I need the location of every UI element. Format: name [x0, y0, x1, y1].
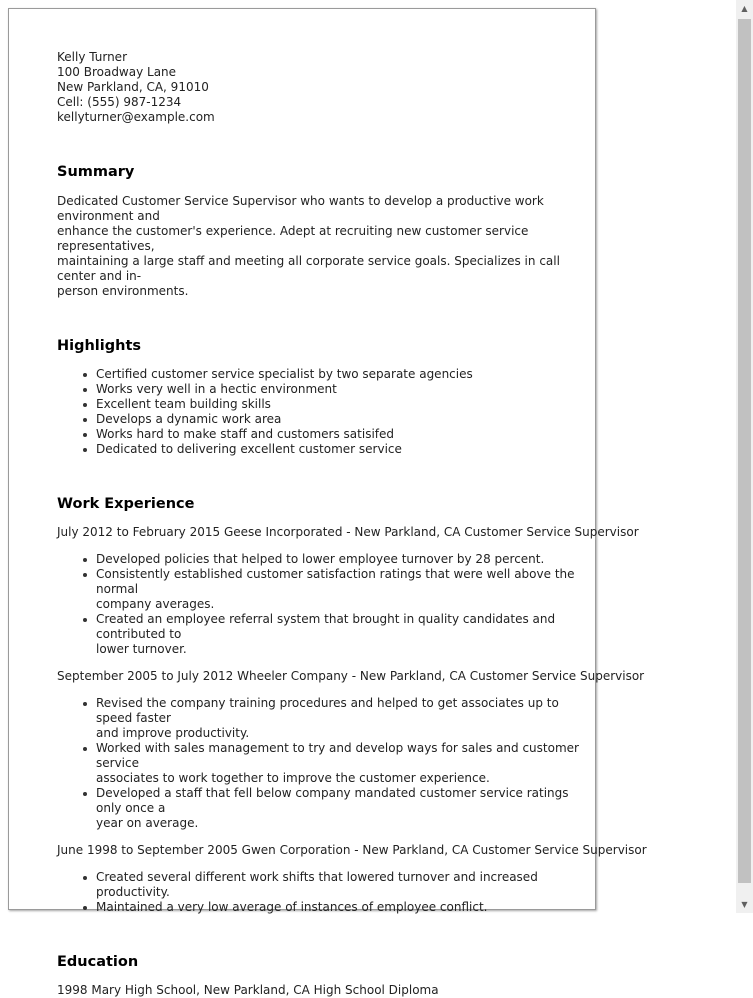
job-bullet-line: Created an employee referral system that brought in quality candidates and contributed to	[96, 612, 556, 641]
job-bullet-line: Worked with sales management to try and develop ways for sales and customer service	[96, 741, 579, 770]
contact-block	[57, 50, 597, 125]
job-header: September 2005 to July 2012 Wheeler Company - New Parkland, CA Customer Service Supervisor	[57, 669, 645, 683]
education-heading: Education	[57, 954, 139, 970]
job-bullets	[57, 870, 597, 915]
summary-line: person environments.	[57, 284, 189, 298]
job-bullet	[96, 786, 597, 831]
highlight-item: Certified customer service specialist by two separate agencies	[96, 367, 597, 382]
job-bullet-line: and improve productivity.	[96, 726, 250, 740]
job-bullet	[96, 696, 597, 741]
summary-line: enhance the customer's experience. Adept at recruiting new customer service representatives,	[57, 224, 529, 253]
job-bullets	[57, 696, 597, 831]
summary-line: maintaining a large staff and meeting all corporate service goals. Specializes in call center and in-	[57, 254, 560, 283]
education-entry: 1998 Mary High School, New Parkland, CA High School Diploma	[57, 983, 439, 997]
job-bullet	[96, 612, 597, 657]
highlight-item: Dedicated to delivering excellent customer service	[96, 442, 597, 457]
work-experience-heading: Work Experience	[57, 496, 195, 512]
job-header: July 2012 to February 2015 Geese Incorporated - New Parkland, CA Customer Service Supervisor	[57, 525, 639, 539]
highlights-heading: Highlights	[57, 338, 142, 354]
scroll-up-icon[interactable]: ▲	[741, 4, 748, 13]
job-bullet	[96, 552, 597, 567]
job-bullet-line: company averages.	[96, 597, 215, 611]
highlight-item: Develops a dynamic work area	[96, 412, 597, 427]
contact-city: New Parkland, CA, 91010	[57, 80, 209, 94]
highlight-item: Works hard to make staff and customers satisifed	[96, 427, 597, 442]
summary-heading: Summary	[57, 164, 135, 180]
job-bullet-line: lower turnover.	[96, 642, 187, 656]
job-bullets	[57, 552, 597, 657]
contact-phone: Cell: (555) 987-1234	[57, 95, 182, 109]
summary-line: Dedicated Customer Service Supervisor who wants to develop a productive work environment and	[57, 194, 544, 223]
contact-street: 100 Broadway Lane	[57, 65, 177, 79]
job-bullet	[96, 567, 597, 612]
vertical-scrollbar[interactable]	[736, 0, 753, 913]
scrollbar-thumb[interactable]	[738, 19, 751, 883]
job-bullet	[96, 870, 597, 900]
highlight-item: Works very well in a hectic environment	[96, 382, 597, 397]
resume-content	[57, 50, 647, 998]
job-bullet	[96, 741, 597, 786]
highlight-item: Excellent team building skills	[96, 397, 597, 412]
scroll-down-icon[interactable]: ▼	[741, 900, 748, 909]
job-bullet-line: Maintained a very low average of instances of employee conflict.	[96, 900, 488, 914]
job-bullet-line: Created several different work shifts that lowered turnover and increased productivity.	[96, 870, 538, 899]
resume-page	[8, 8, 647, 997]
job-bullet-line: associates to work together to improve the customer experience.	[96, 771, 490, 785]
highlights-list	[57, 367, 597, 457]
job-bullet-line: Developed policies that helped to lower employee turnover by 28 percent.	[96, 552, 545, 566]
job-bullet-line: Revised the company training procedures and helped to get associates up to speed faster	[96, 696, 559, 725]
summary-text	[57, 194, 597, 299]
contact-name: Kelly Turner	[57, 50, 127, 64]
job-bullet-line: Consistently established customer satisfaction ratings that were well above the normal	[96, 567, 575, 596]
job-bullet-line: year on average.	[96, 816, 199, 830]
job-bullet	[96, 900, 597, 915]
job-header: June 1998 to September 2005 Gwen Corporation - New Parkland, CA Customer Service Supervisor	[57, 843, 647, 857]
contact-email: kellyturner@example.com	[57, 110, 215, 124]
job-bullet-line: Developed a staff that fell below company mandated customer service ratings only once a	[96, 786, 569, 815]
